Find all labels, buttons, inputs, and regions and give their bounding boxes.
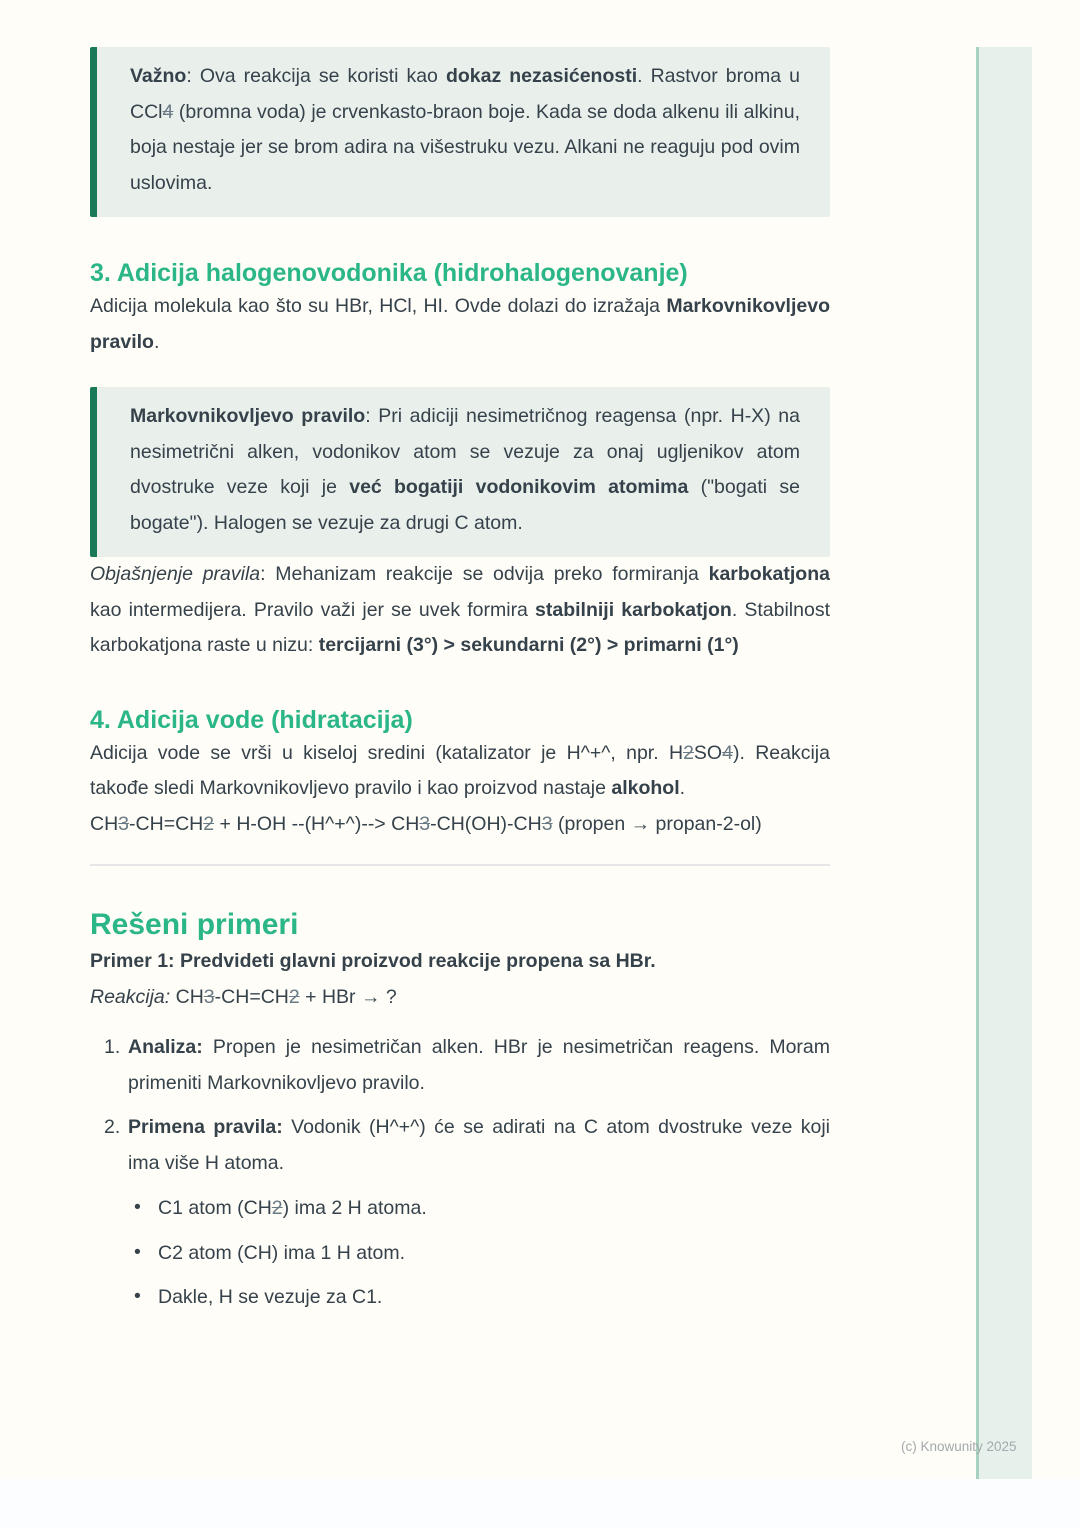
primer-1-title: Primer 1: Predvideti glavni proizvod reakcije propena sa HBr. (90, 950, 656, 972)
section-3-intro: Adicija molekula kao što su HBr, HCl, HI. Ovde dolazi do izražaja Markovnikovljevo pravilo. (90, 295, 830, 353)
solved-examples-heading: Rešeni primeri (90, 908, 299, 941)
below-page-area (0, 1479, 1080, 1528)
bullet-item (128, 1191, 830, 1227)
bullet-item-text: C2 atom (CH) ima 1 H atom. (158, 1241, 406, 1264)
solution-step-2 (90, 1110, 830, 1316)
bullet-item (128, 1280, 830, 1316)
step-2-bullet-list (128, 1191, 830, 1316)
bullet-icon: • (134, 1240, 141, 1263)
section-divider (90, 864, 830, 866)
step-1-number: 1. (104, 1036, 121, 1058)
section-4-heading: 4. Adicija vode (hidratacija) (90, 705, 413, 734)
bullet-item-text: C1 atom (CH2) ima 2 H atoma. (158, 1197, 427, 1219)
section-3-heading: 3. Adicija halogenovodonika (hidrohalogenovanje) (90, 259, 688, 287)
step-2-number: 2. (104, 1116, 121, 1138)
solution-step-1 (90, 1030, 830, 1101)
markovnikov-rule-callout (90, 387, 830, 557)
bullet-item (128, 1236, 830, 1272)
bullet-icon: • (134, 1196, 141, 1218)
document-content (90, 0, 830, 1325)
rule-explanation: Objašnjenje pravila: Mehanizam reakcije se odvija preko formiranja karbokatjona kao intermedijera. Pravilo važi jer se uvek formira stabilniji karbokatjon. Stabilnost karbokatjona raste u nizu: tercijarni (3°) > sekundarni (2°) > primarni (1°) (90, 563, 830, 656)
bullet-item-text: Dakle, H se vezuje za C1. (158, 1286, 383, 1308)
page-edge-bar (976, 47, 1032, 1479)
step-2-text: Primena pravila: Vodonik (H^+^) će se adirati na C atom dvostruke veze koji ima više H atoma. (128, 1116, 830, 1174)
section-4-intro: Adicija vode se vrši u kiseloj sredini (katalizator je H^+^, npr. H2SO4). Reakcija takođe sledi Markovnikovljevo pravilo i kao proizvod nastaje alkohol. (90, 741, 830, 799)
solution-steps (90, 1030, 830, 1316)
primer-1-reaction: Reakcija: CH3-CH=CH2 + HBr → ? (90, 985, 397, 1008)
step-1-text: Analiza: Propen je nesimetričan alken. HBr je nesimetričan reagens. Moram primeniti Markovnikovljevo pravilo. (128, 1036, 830, 1094)
important-callout-text: Važno: Ova reakcija se koristi kao dokaz nezasićenosti. Rastvor broma u CCl4 (bromna voda) je crvenkasto-braon boje. Kada se doda alkenu ili alkinu, boja nestaje jer se brom adira na višestruku vezu. Alkani ne reaguju pod ovim uslovima. (130, 65, 800, 194)
watermark: (c) Knowunity 2025 (901, 1439, 1017, 1454)
bullet-icon: • (134, 1285, 141, 1307)
markovnikov-rule-text: Markovnikovljevo pravilo: Pri adiciji nesimetričnog reagensa (npr. H-X) na nesimetrični alken, vodonikov atom se vezuje za onaj ugljenikov atom dvostruke veze koji je već bogatiji vodonikovim atomima ("bogati se bogate"). Halogen se vezuje za drugi C atom. (130, 405, 800, 534)
important-callout (90, 47, 830, 217)
hydration-equation: CH3-CH=CH2 + H-OH --(H^+^)--> CH3-CH(OH)-CH3 (propen → propan-2-ol) (90, 812, 762, 835)
